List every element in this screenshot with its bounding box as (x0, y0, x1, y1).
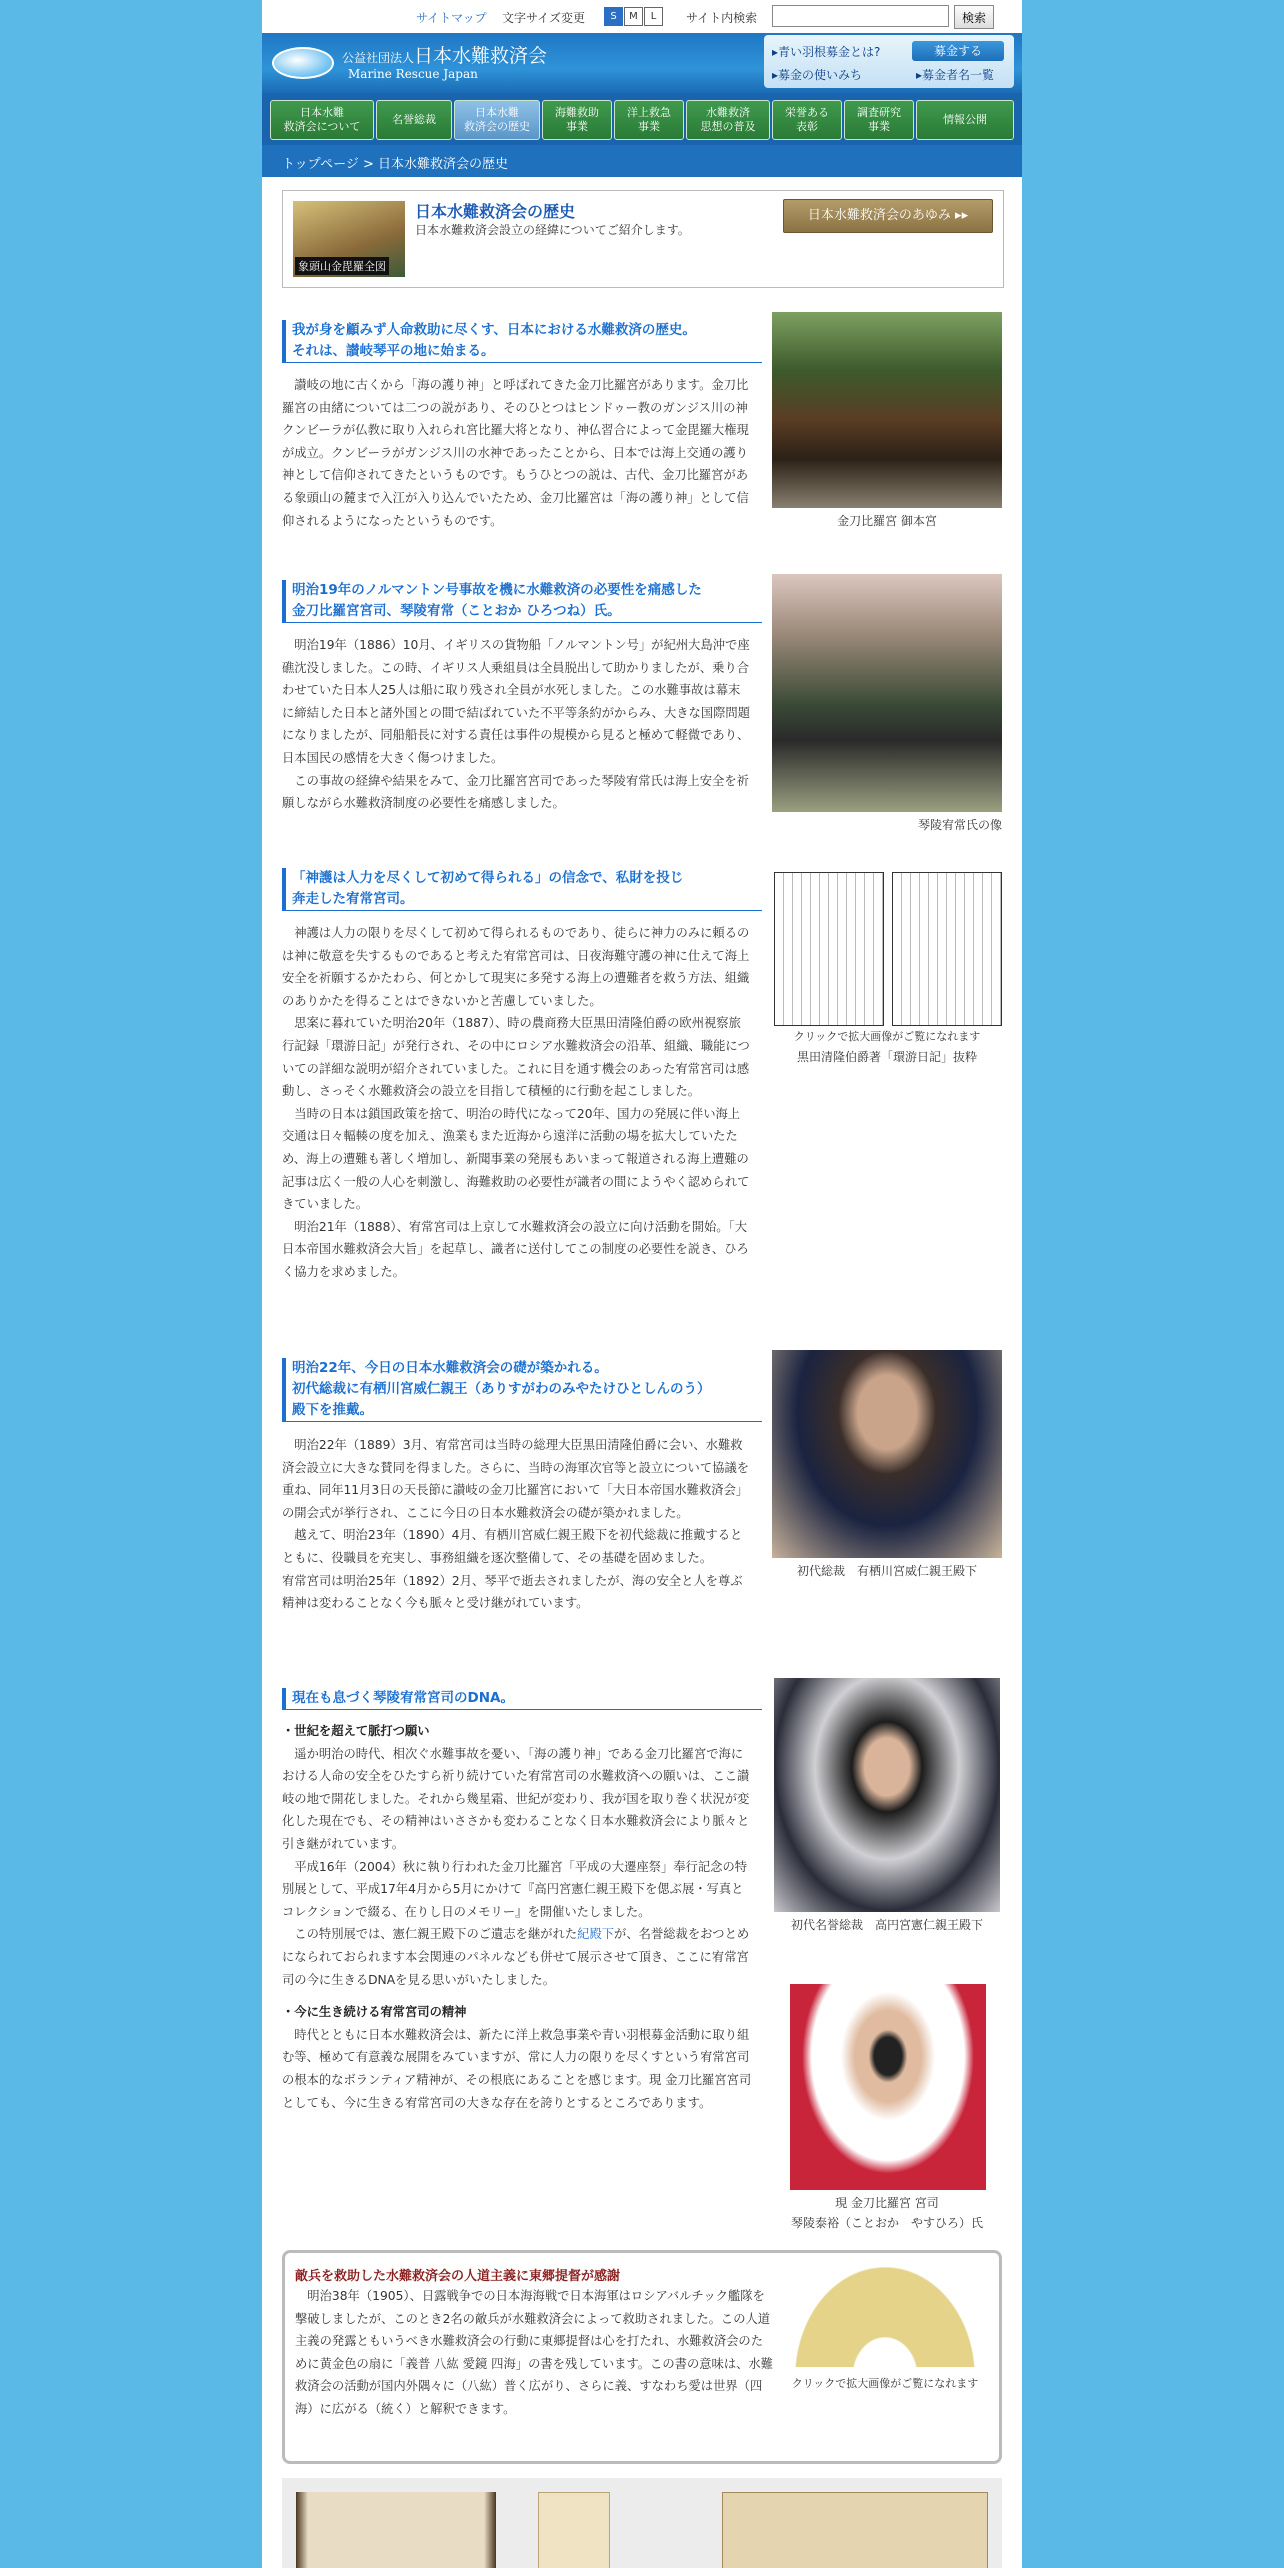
blue-feather-fund-link[interactable]: ▸青い羽根募金とは? (772, 45, 881, 59)
font-size-label: 文字サイズ変更 (502, 11, 586, 25)
diary-page-left[interactable] (774, 872, 884, 1026)
donate-button[interactable]: 募金する (912, 41, 1004, 61)
org-type: 公益社団法人 (342, 51, 415, 65)
header-links (764, 35, 1014, 88)
nav-awards[interactable] (772, 100, 842, 140)
prince-takamado-portrait (774, 1678, 1000, 1912)
sitemap-link[interactable]: サイトマップ (416, 11, 487, 25)
section-5-p3-post: が、名誉総裁をおつとめになられておられます本会関連のパネルなども併せて展示させて頂き、ここに宥常宮司の今に生きるDNAを見る思いがいたしました。 (282, 1927, 750, 1987)
section-5-p3-pre: この特別展では、憲仁親王殿下のご遺志を継がれた (294, 1927, 578, 1942)
book-image[interactable] (538, 2492, 610, 2568)
togo-fan-image[interactable] (795, 2267, 975, 2367)
statue-photo (772, 574, 1002, 812)
diary-caption: 黒田清隆伯爵著「環游日記」抜粋 (796, 1050, 977, 1064)
diary-click-note: クリックで拡大画像がご覧になれます (793, 1030, 981, 1043)
font-size-m-button[interactable]: M (624, 7, 643, 26)
section-2-paragraph: この事故の経緯や結果をみて、金刀比羅宮宮司であった琴陵宥常氏は海上安全を祈願しながら水難救済制度の必要性を痛感しました。 (282, 773, 749, 811)
main-nav (262, 93, 1022, 145)
nav-sea-rescue-label: 海難救助 事業 (555, 106, 599, 133)
section-5-body (282, 1720, 752, 2114)
togo-heading: 敵兵を救助した水難救済会の人道主義に東郷提督が感謝 (295, 2269, 621, 2284)
section-5-paragraph: 時代とともに日本水難救済会は、新たに洋上救急事業や青い羽根募金活動に取り組む等、極めて有意義な展開をみていますが、常に人力の限りを尽くすという宥常宮司の根本的なボランティア精神が、その根底にあることを感じます。現 金刀比羅宮宮司としても、今に生きる宥常宮司の大きな存在を誇りとするところであります。 (282, 2027, 752, 2110)
nav-history-label: 日本水難 救済会の歴史 (464, 106, 530, 133)
font-size-s-button[interactable]: S (604, 7, 623, 26)
nav-about-label: 日本水難 救済会について (283, 106, 361, 133)
org-name: 日本水難救済会 (414, 45, 548, 67)
section-5-subheading-2: ・今に生き続ける宥常宮司の精神 (282, 2005, 467, 2020)
section-1-paragraph: 讃岐の地に古くから「海の護り神」と呼ばれてきた金刀比羅宮があります。金刀比羅宮の由緒については二つの説があり、そのひとつはヒンドゥー教のガンジス川の神クンビーラが仏教に取り入れられ宮比羅大将となり、神仏習合によって金毘羅大権現が成立。クンビーラがガンジス川の水神であったことから、日本では海上交通の護り神として信仰されてきたというものです。もうひとつの説は、古代、金刀比羅宮がある象頭山の麓まで入江が入り込んでいたため、金刀比羅宮は「海の護り神」として信仰されるようになったというものです。 (282, 378, 749, 528)
togo-gratitude-box (282, 2250, 1002, 2464)
artifact-gallery (282, 2478, 1002, 2568)
section-4-body (282, 1434, 752, 1615)
statue-photo-caption: 琴陵宥常氏の像 (917, 818, 1002, 832)
section-3-paragraph: 思案に暮れていた明治20年（1887）、時の農商務大臣黒田清隆伯爵の欧州視察旅行記録「環游日記」が発行され、その中にロシア水難救済会の沿革、組織、職能についての詳細な説明が紹介されていました。これに目を通す機会のあった宥常宮司は感動し、さっそく水難救済会の設立を目指して積極的に行動を起こしました。 (282, 1016, 750, 1099)
togo-click-note: クリックで拡大画像がご覧になれます (791, 2377, 979, 2390)
org-name-en: Marine Rescue Japan (348, 67, 478, 81)
donor-list-link[interactable]: ▸募金者名一覧 (916, 68, 995, 82)
chief-priest-caption-2: 琴陵泰裕（ことおか やすひろ）氏 (790, 2216, 983, 2230)
prince-arisugawa-caption: 初代総裁 有栖川宮威仁親王殿下 (796, 1564, 977, 1578)
nav-offshore-emergency[interactable] (614, 100, 684, 140)
chart-map-image[interactable] (722, 2492, 988, 2568)
search-button[interactable]: 検索 (954, 5, 994, 29)
section-3-paragraph: 明治21年（1888）、宥常宮司は上京して水難救済会の設立に向け活動を開始。「大日本帝国水難救済会大旨」を起草し、識者に送付してこの制度の必要性を説き、ひろく協力を求めました。 (282, 1219, 749, 1279)
section-2-paragraph: 明治19年（1886）10月、イギリスの貨物船「ノルマントン号」が紀州大島沖で座礁沈没しました。この時、イギリス人乗組員は全員脱出して助かりましたが、乗り合わせていた日本人25人は船に取り残され全員が水死しました。この水難事故は幕末に締結した日本と諸外国との間で結ばれていた不平等条約がからみ、大きな国際問題になりましたが、同船船長に対する責任は事件の規模から見ると極めて軽微であり、日本国民の感情を大きく傷つけました。 (282, 638, 751, 765)
chief-priest-caption-1: 現 金刀比羅宮 宮司 (835, 2196, 939, 2210)
nav-spread-ideas[interactable] (686, 100, 770, 140)
page (262, 0, 1022, 2568)
konpira-map-image[interactable] (293, 201, 405, 277)
logo-icon[interactable] (272, 47, 334, 79)
section-5-subheading-1: ・世紀を超えて脈打つ願い (282, 1724, 430, 1738)
nav-about[interactable] (270, 100, 374, 140)
nav-research[interactable] (844, 100, 914, 140)
nav-disclosure-label: 情報公開 (943, 113, 987, 126)
chief-priest-portrait (790, 1984, 986, 2190)
section-1-body (282, 374, 752, 532)
site-header (262, 33, 1022, 93)
nav-honorary-president-label: 名誉総裁 (392, 113, 436, 126)
section-1-heading: 我が身を顧みず人命救助に尽くす、日本における水難救済の歴史。 それは、讃岐琴平の地に始まる。 (282, 320, 762, 363)
nav-awards-label: 栄誉ある 表彰 (785, 106, 829, 133)
section-2-body (282, 634, 752, 815)
shrine-photo-caption: 金刀比羅宮 御本宮 (837, 514, 937, 528)
site-logo-text[interactable] (342, 41, 547, 68)
section-5-paragraph: 平成16年（2004）秋に執り行われた金刀比羅宮「平成の大遷座祭」奉行記念の特別展として、平成17年4月から5月にかけて『高円宮憲仁親王殿下を偲ぶ展・写真とコレクションで綴る、在りし日のメモリー』を開催いたしました。 (282, 1859, 748, 1919)
section-3-heading: 「神護は人力を尽くして初めて得られる」の信念で、私財を投じ 奔走した宥常宮司。 (282, 868, 762, 911)
section-4-heading: 明治22年、今日の日本水難救済会の礎が築かれる。 初代総裁に有栖川宮威仁親王（ありすがわのみやたけひとしんのう） 殿下を推戴。 (282, 1358, 762, 1422)
nav-history[interactable] (454, 100, 540, 140)
search-label: サイト内検索 (686, 11, 758, 25)
prince-takamado-caption: 初代名誉総裁 高円宮憲仁親王殿下 (790, 1918, 983, 1932)
prince-arisugawa-portrait (772, 1350, 1002, 1558)
fund-use-link[interactable]: ▸募金の使いみち (772, 68, 863, 82)
intro-image-caption: 象頭山金毘羅全図 (295, 257, 389, 275)
nav-honorary-president[interactable] (376, 100, 452, 140)
section-5-paragraph (282, 1923, 752, 1991)
section-4-paragraph: 明治22年（1889）3月、宥常宮司は当時の総理大臣黒田清隆伯爵に会い、水難救済会設立に大きな賛同を得ました。さらに、当時の海軍次官等と設立について協議を重ね、同年11月3日の天長節に讃岐の金刀比羅宮において「大日本帝国水難救済会」の開会式が挙行され、ここに今日の日本水難救済会の礎が築かれました。 (282, 1438, 750, 1520)
section-3-paragraph: 神護は人力の限りを尽くして初めて得られるものであり、徒らに神力のみに頼るのは神に敬意を失するものであると考えた宥常宮司は、日夜海難守護の神に仕えて海上安全を祈願するかたわら、何とかして現実に多発する海上の遭難者を救う方法、組織のありかたを得ることはできないかと苦慮していました。 (282, 926, 750, 1008)
section-5-paragraph: 遥か明治の時代、相次ぐ水難事故を憂い、「海の護り神」である金刀比羅宮で海における人命の安全をひたすら祈り続けていた宥常宮司の水難救済への願いは、ここ讃岐の地で開花しました。それから幾星霜、世紀が変わり、我が国を取り巻く状況が変化した現在でも、その精神はいささかも変わることなく日本水難救済会により脈々と引き継がれています。 (282, 1746, 750, 1851)
history-timeline-button[interactable]: 日本水難救済会のあゆみ ▸▸ (783, 199, 993, 233)
nav-sea-rescue[interactable] (542, 100, 612, 140)
shrine-photo (772, 312, 1002, 508)
intro-box (282, 190, 1004, 288)
section-3-body (282, 922, 752, 1284)
section-2-heading: 明治19年のノルマントン号事故を機に水難救済の必要性を痛感した 金刀比羅宮宮司、琴陵宥常（ことおか ひろつね）氏。 (282, 580, 762, 623)
togo-paragraph: 明治38年（1905）、日露戦争での日本海海戦で日本海軍はロシアバルチック艦隊を撃破しましたが、このとき2名の敵兵が水難救済会によって救助されました。この人道主義の発露ともいうべき水難救済会の行動に東郷提督は心を打たれ、水難救済会のために黄金色の扇に「義普 八紘 愛鏡 四海」の書を残しています。この書の意味は、水難救済会の活動が国内外隅々に（八紘）普く広がり、さらに義、すなわち愛は世界（四海）に広がる（統く）と解釈できます。 (295, 2289, 774, 2416)
nav-spread-ideas-label: 水難救済 思想の普及 (700, 106, 756, 133)
font-size-l-button[interactable]: L (644, 7, 663, 26)
scroll-image[interactable] (296, 2492, 496, 2568)
spacer (282, 1991, 752, 2001)
diary-page-right[interactable] (892, 872, 1002, 1026)
section-3-paragraph: 当時の日本は鎖国政策を捨て、明治の時代になって20年、国力の発展に伴い海上交通は日々輻輳の度を加え、漁業もまた近海から遠洋に活動の場を拡大していたため、海上の遭難も著しく増加し、新聞事業の発展もあいまって報道される海上遭難の記事は広く一般の人心を刺激し、海難救助の必要性が識者の間にようやく認められてきていました。 (282, 1106, 750, 1212)
section-5-heading: 現在も息づく琴陵宥常宮司のDNA。 (282, 1688, 762, 1710)
breadcrumb-text[interactable]: トップページ > 日本水難救済会の歴史 (282, 157, 508, 172)
breadcrumb (262, 145, 1022, 177)
nav-research-label: 調査研究 事業 (857, 106, 901, 133)
page-description: 日本水難救済会設立の経緯についてご紹介します。 (415, 223, 690, 237)
nav-disclosure[interactable] (916, 100, 1014, 140)
togo-body (295, 2285, 775, 2421)
page-title: 日本水難救済会の歴史 (415, 202, 576, 221)
princess-link[interactable]: 紀殿下 (577, 1927, 615, 1942)
section-4-paragraph: 宥常宮司は明治25年（1892）2月、琴平で逝去されましたが、海の安全と人を尊ぶ精神は変わることなく今も脈々と受け継がれています。 (282, 1573, 743, 1611)
search-input[interactable] (772, 5, 949, 27)
utility-bar (262, 0, 1022, 33)
section-4-paragraph: 越えて、明治23年（1890）4月、有栖川宮威仁親王殿下を初代総裁に推戴するとともに、役職員を充実し、事務組織を逐次整備して、その基礎を固めました。 (282, 1528, 743, 1565)
nav-offshore-emergency-label: 洋上救急 事業 (627, 106, 671, 133)
